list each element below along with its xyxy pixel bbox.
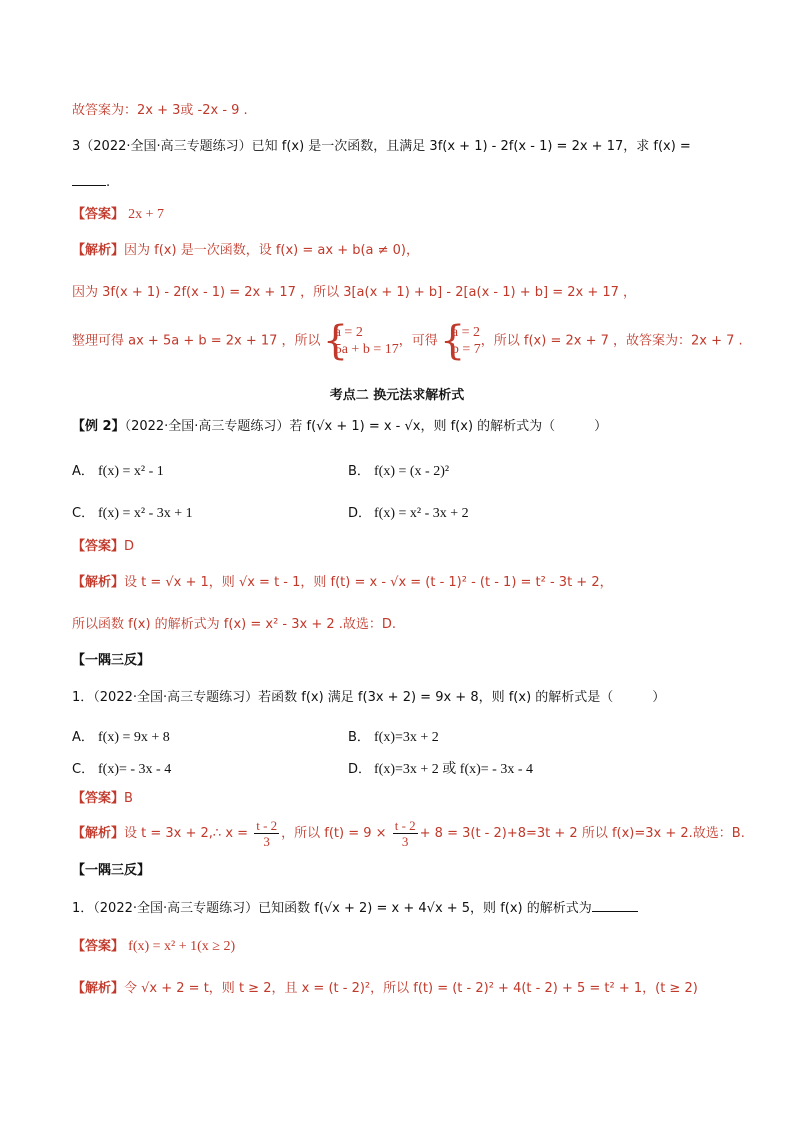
fraction-2 (393, 818, 418, 849)
answer-value: B (124, 791, 133, 806)
solution-text-1: 因为 f(x) 是一次函数，设 f(x) = ax + b(a ≠ 0)， (124, 243, 420, 258)
answer-value: 2x + 7 (128, 207, 165, 222)
answer-line (72, 206, 164, 224)
option-text: f(x)= - 3x - 4 (98, 762, 172, 777)
question-3 (72, 138, 691, 156)
answer-tag: 【答案】 (72, 207, 125, 222)
practice-question-2 (72, 900, 638, 918)
option-letter: C． (72, 506, 95, 521)
equation-system-2 (442, 324, 481, 358)
system-2-row-1: { a = 2 (451, 325, 480, 340)
option-letter: A． (72, 730, 94, 745)
practice-question-2-text: 1．（2022·全国·高三专题练习）已知函数 f(√x + 2) = x + 4√x + 5，则 f(x) 的解析式为 (72, 901, 592, 916)
solution-line-3 (72, 324, 743, 358)
solution-text-3a: 整理可得 ax + 5a + b = 2x + 17 ，所以 (72, 333, 321, 349)
example-2 (72, 418, 607, 436)
solution-tag: 【解析】 (72, 826, 125, 841)
option-text: f(x) = x² - 3x + 2 (374, 506, 469, 521)
option-text: f(x) = x² - 1 (98, 464, 164, 479)
option-letter: D． (348, 506, 372, 521)
solution-text-c: + 8 = 3(t - 2)+8=3t + 2 所以 f(x)=3x + 2 (419, 826, 689, 841)
option-letter: A． (72, 464, 94, 479)
solution-line-1 (72, 242, 419, 260)
system-2-row-2: b = 7 (451, 342, 481, 357)
solution-text-a: 所以函数 f(x) 的解析式为 f(x) = x² - 3x + 2 . (72, 617, 343, 632)
practice-heading-2: 【一隅三反】 (72, 863, 151, 878)
solution-text-b: ，所以 f(t) = 9 × (281, 826, 387, 841)
solution-tag: 【解析】 (72, 243, 125, 258)
option-letter: D． (348, 762, 372, 777)
solution-text-a: 设 t = 3x + 2,∴ x = (124, 826, 249, 841)
example-2-solution-2 (72, 616, 396, 634)
practice-1-answer (72, 790, 133, 808)
option-text: f(x) = 9x + 8 (98, 730, 170, 745)
option-letter: C． (72, 762, 95, 777)
answer-value: D (124, 539, 135, 554)
fraction-denominator: 3 (401, 834, 409, 849)
fraction-denominator: 3 (263, 834, 270, 849)
practice-1-option-a (72, 726, 170, 746)
solution-tag: 【解析】 (72, 981, 125, 996)
practice-2-solution (72, 980, 698, 998)
question-3-blank-line (72, 174, 110, 192)
practice-1-option-d (348, 758, 533, 778)
answer-value: f(x) = x² + 1(x ≥ 2) (128, 939, 236, 954)
fraction-numerator: t - 2 (256, 818, 278, 833)
system-1-row-2: 5a + b = 17 (334, 342, 399, 357)
previous-answer-line (72, 102, 248, 120)
example-2-option-c (72, 502, 193, 522)
answer-blank (72, 185, 106, 186)
practice-1-option-c (72, 758, 171, 778)
example-2-text: （2022·全国·高三专题练习）若 f(√x + 1) = x - √x，则 f(x) 的解析式为（ ） (124, 419, 608, 434)
practice-heading-1: 【一隅三反】 (72, 653, 151, 668)
example-2-solution-1 (72, 574, 613, 592)
solution-line-2 (72, 284, 636, 302)
solution-text-b: 故选：D. (342, 617, 397, 632)
solution-text-3c: ，所以 f(x) = 2x + 7 ，故答案为：2x + 7 . (480, 333, 743, 349)
example-2-option-d (348, 502, 469, 522)
option-text: f(x) = x² - 3x + 1 (98, 506, 193, 521)
option-letter: B． (348, 464, 370, 479)
section-heading: 考点二 换元法求解析式 (329, 388, 465, 403)
fraction-numerator: t - 2 (394, 818, 416, 833)
answer-blank (592, 911, 638, 912)
option-text: f(x)=3x + 2 或 f(x)= - 3x - 4 (374, 762, 533, 777)
option-text: f(x)=3x + 2 (374, 730, 439, 745)
solution-text: 设 t = √x + 1，则 √x = t - 1，则 f(t) = x - √x = (t - 1)² - (t - 1) = t² - 3t + 2， (124, 575, 613, 590)
solution-text-d: .故选：B. (688, 826, 745, 841)
practice-question-1-text: 1．（2022·全国·高三专题练习）若函数 f(x) 满足 f(3x + 2) = 9x + 8，则 f(x) 的解析式是（ ） (72, 690, 666, 705)
option-letter: B． (348, 730, 370, 745)
question-3-end: . (106, 175, 111, 190)
example-2-answer (72, 538, 134, 556)
solution-text: 令 √x + 2 = t，则 t ≥ 2，且 x = (t - 2)²，所以 f(t) = (t - 2)² + 4(t - 2) + 5 = t² + 1，(t ≥ 2) (124, 981, 698, 996)
answer-tag: 【答案】 (72, 539, 125, 554)
practice-1-solution (72, 818, 745, 849)
option-text: f(x) = (x - 2)² (374, 464, 450, 479)
example-2-option-a (72, 460, 164, 480)
solution-tag: 【解析】 (72, 575, 125, 590)
practice-1-option-b (348, 726, 439, 746)
solution-text-3b: ，可得 (398, 333, 438, 349)
solution-text-2: 因为 3f(x + 1) - 2f(x - 1) = 2x + 17 ，所以 3[a(x + 1) + b] - 2[a(x - 1) + b] = 2x + 17 ， (72, 285, 637, 300)
answer-tag: 【答案】 (72, 939, 125, 954)
fraction-1 (254, 818, 279, 849)
example-2-option-b (348, 460, 449, 480)
question-3-text: 3（2022·全国·高三专题练习）已知 f(x) 是一次函数，且满足 3f(x + 1) - 2f(x - 1) = 2x + 17，求 f(x) = (72, 139, 691, 154)
system-1-row-1: { a = 2 (334, 325, 363, 340)
answer-tag: 【答案】 (72, 791, 125, 806)
equation-system-1 (325, 324, 399, 358)
practice-question-1 (72, 689, 665, 707)
example-2-tag: 【例 2】 (72, 419, 125, 434)
practice-2-answer (72, 938, 235, 956)
previous-answer-text: 故答案为：2x + 3或 -2x - 9 . (72, 103, 248, 118)
